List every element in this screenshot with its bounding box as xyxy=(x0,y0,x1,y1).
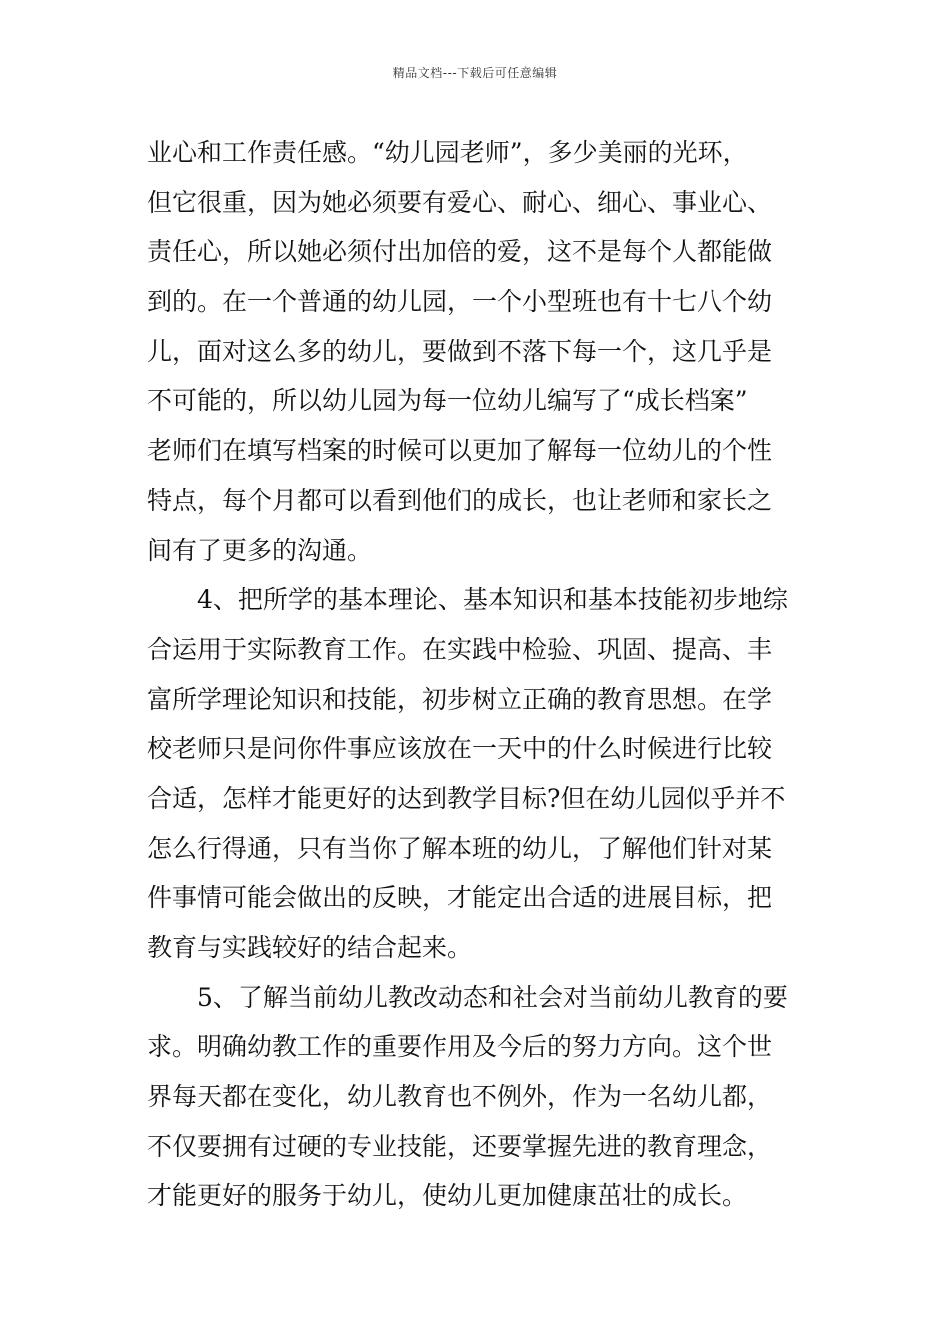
text-line: 求。明确幼教工作的重要作用及今后的努力方向。这个世 xyxy=(147,1032,773,1062)
text-line: 合适，怎样才能更好的达到教学目标?但在幼儿园似乎并不 xyxy=(147,783,786,813)
document-body xyxy=(147,128,809,1221)
text-line: 才能更好的服务于幼儿，使幼儿更加健康茁壮的成长。 xyxy=(147,1181,748,1211)
text-line: 怎么行得通，只有当你了解本班的幼儿，了解他们针对某 xyxy=(147,833,773,863)
text-line: 但它很重，因为她必须要有爱心、耐心、细心、事业心、 xyxy=(147,187,773,217)
text-line: 教育与实践较好的结合起来。 xyxy=(147,933,473,962)
text-line: 界每天都在变化，幼儿教育也不例外，作为一名幼儿都， xyxy=(147,1082,773,1112)
text-line: 不可能的，所以幼儿园为每一位幼儿编写了“成长档案” xyxy=(147,386,748,416)
text-line: 特点，每个月都可以看到他们的成长，也让老师和家长之 xyxy=(147,485,773,515)
text-line: 儿，面对这么多的幼儿，要做到不落下每一个，这几乎是 xyxy=(147,336,773,366)
text-line: 件事情可能会做出的反映，才能定出合适的进展目标，把 xyxy=(147,883,773,913)
text-line: 到的。在一个普通的幼儿园，一个小型班也有十七八个幼 xyxy=(147,287,773,317)
text-line: 不仅要拥有过硬的专业技能，还要掌握先进的教育理念， xyxy=(147,1131,773,1161)
text-line: 责任心，所以她必须付出加倍的爱，这不是每个人都能做 xyxy=(147,237,773,267)
text-line: 富所学理论知识和技能，初步树立正确的教育思想。在学 xyxy=(147,684,773,714)
text-line: 5、了解当前幼儿教改动态和社会对当前幼儿教育的要 xyxy=(197,982,788,1012)
text-line: 4、把所学的基本理论、基本知识和基本技能初步地综 xyxy=(197,585,788,615)
text-line: 校老师只是问你件事应该放在一天中的什么时候进行比较 xyxy=(147,734,773,764)
text-line: 业心和工作责任感。“幼儿园老师”，多少美丽的光环， xyxy=(147,138,748,167)
text-line: 间有了更多的沟通。 xyxy=(147,535,373,565)
page-header: 精品文档---下载后可任意编辑 xyxy=(392,66,558,80)
text-line: 合运用于实际教育工作。在实践中检验、巩固、提高、丰 xyxy=(147,634,773,664)
text-line: 老师们在填写档案的时候可以更加了解每一位幼儿的个性 xyxy=(147,436,773,466)
